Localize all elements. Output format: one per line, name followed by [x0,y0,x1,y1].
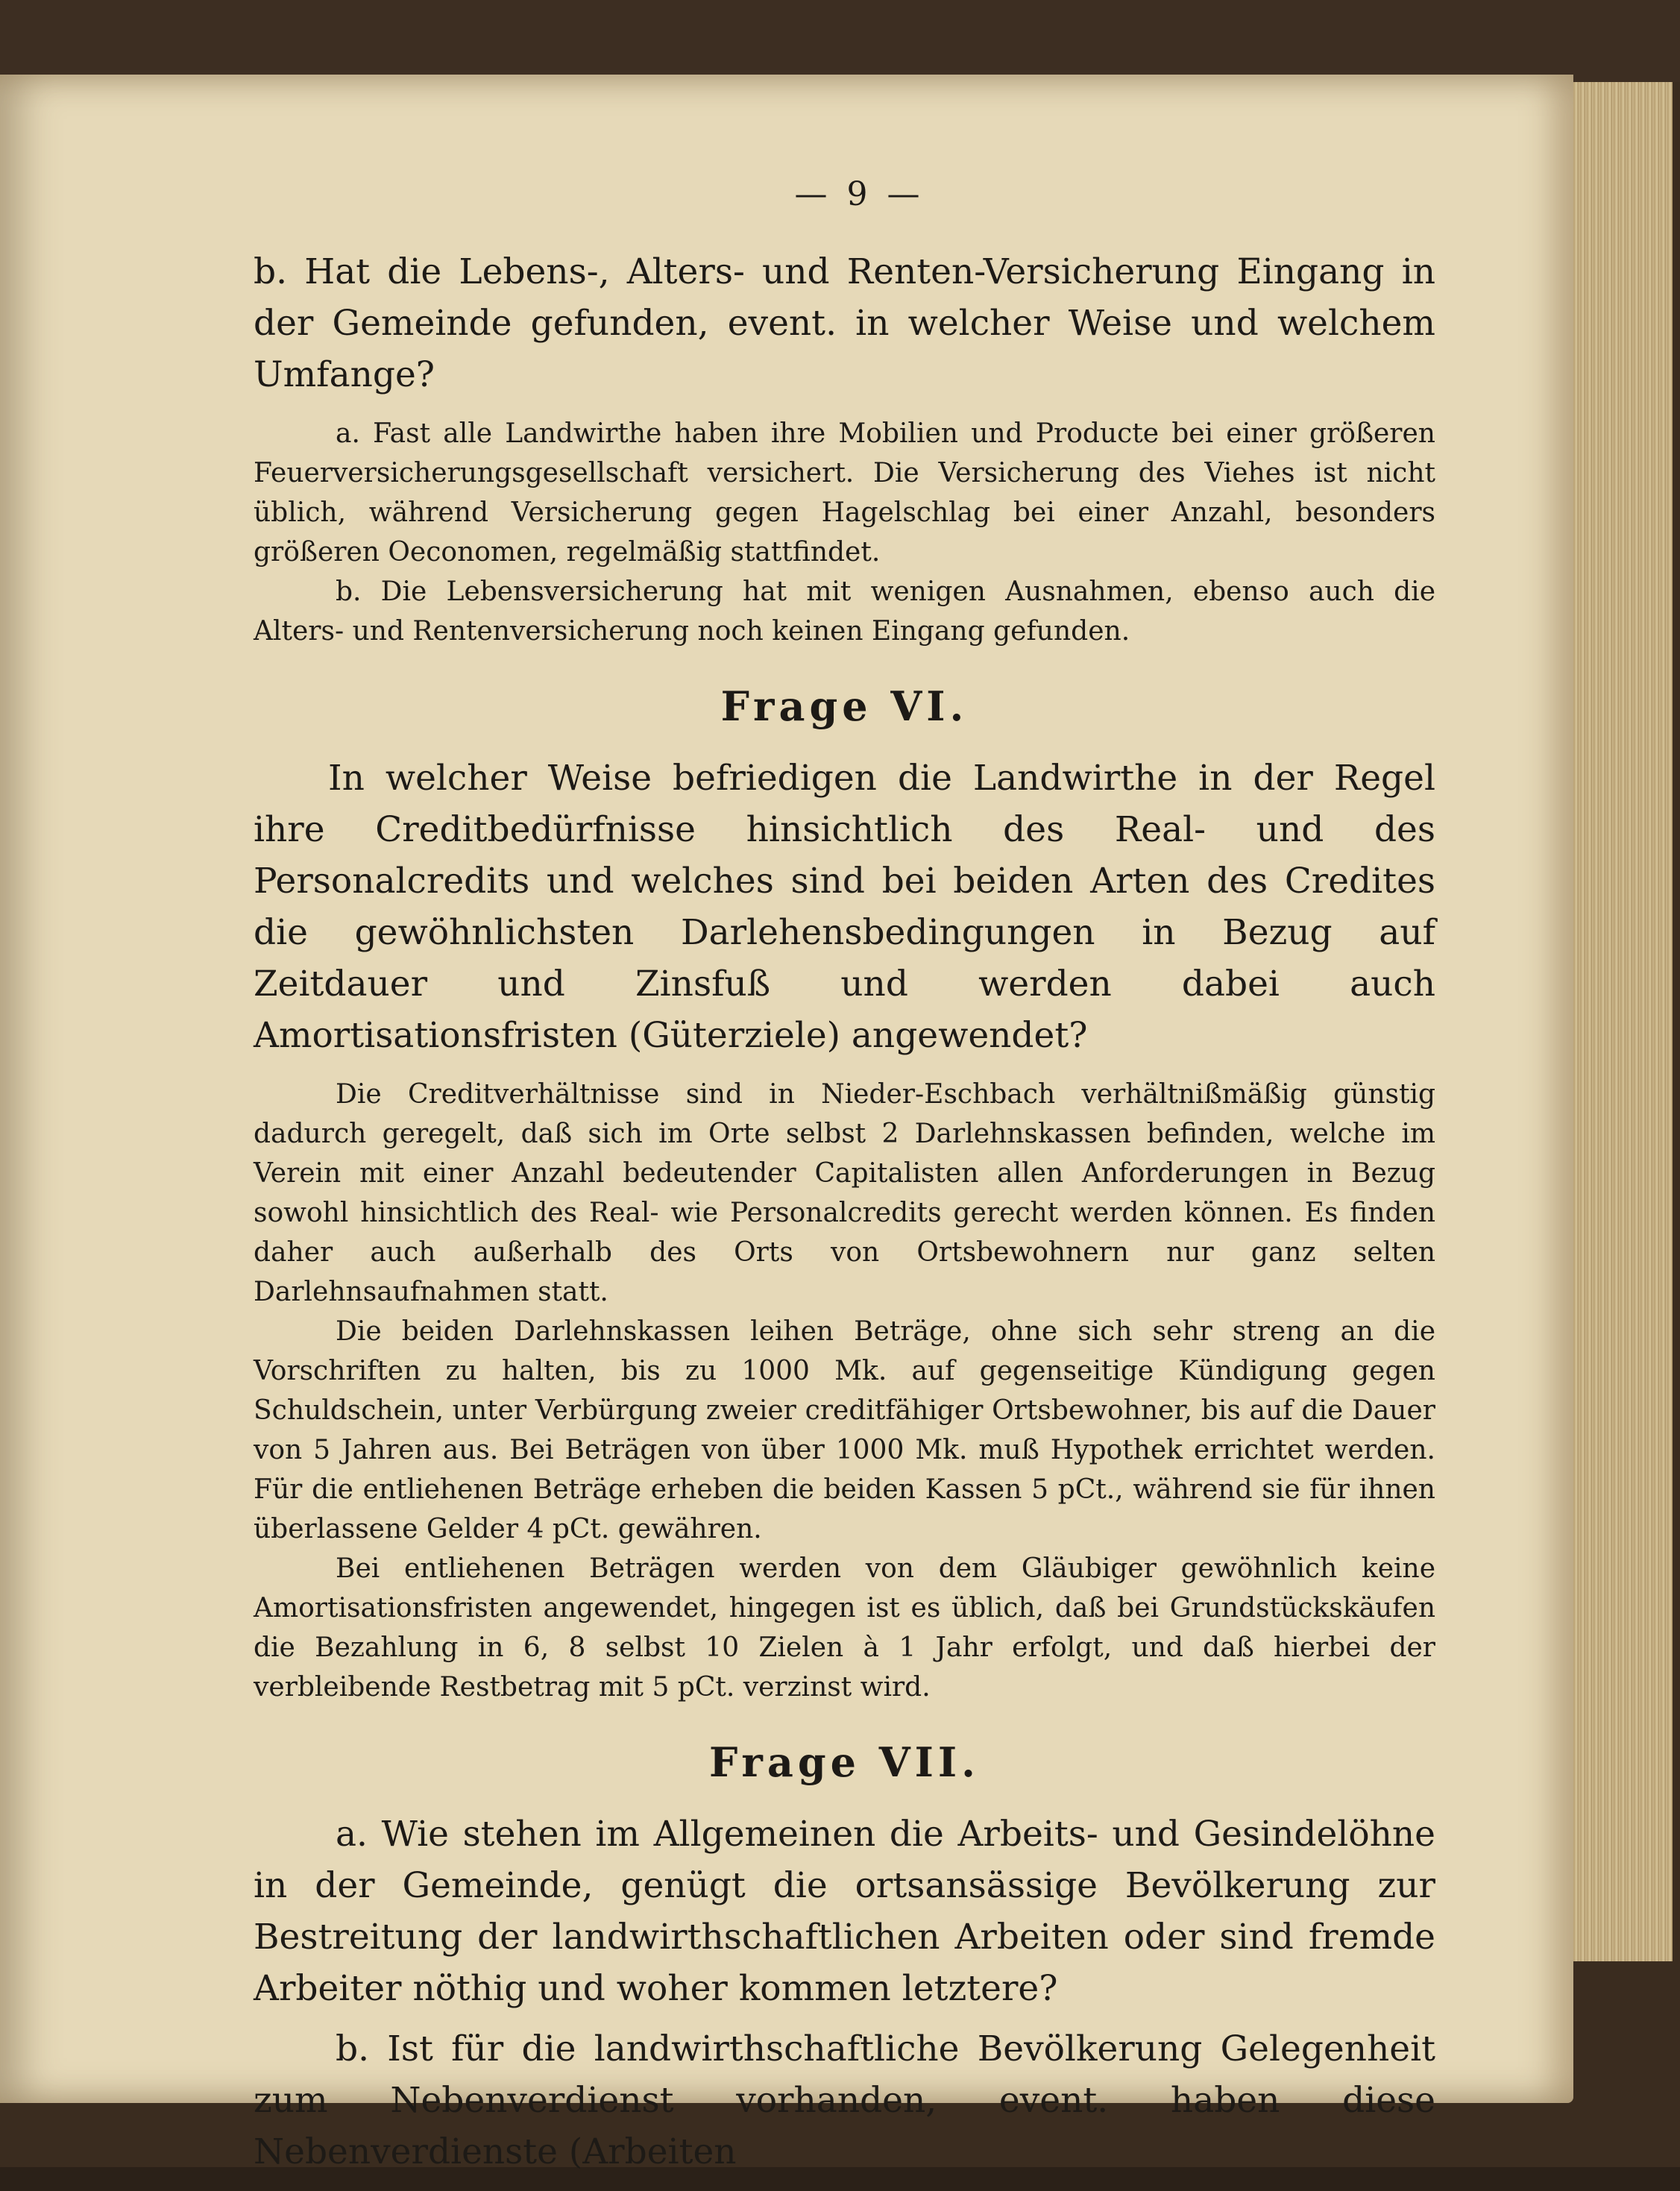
question-frage-vi: In welcher Weise befriedigen die Landwirthe in der Regel ihre Creditbedürfnisse hinsichtlich des Real- und des Personalcredits und welches sind bei beiden Arten des Credites die gewöhnlichsten Darlehensbedingungen in Bezug auf Zeitdauer und Zinsfuß und werden dabei auch Amortisationsfristen (Güterziele) angewendet? [254,758,1435,1056]
heading-frage-vii: Frage VII. [709,1738,980,1786]
question-vii-b: b. Ist für die landwirthschaftliche Bevölkerung Gelegenheit zum Nebenverdienst vorhanden, event. haben diese Nebenverdienste (Arbeiten [254,2028,1435,2172]
book-cover-edge [0,0,1680,82]
answer-vi-paragraph-1: Die Creditverhältnisse sind in Nieder-Eschbach verhältnißmäßig günstig dadurch geregelt, daß sich im Orte selbst 2 Darlehnskassen befinden, welche im Verein mit einer Anzahl bedeutender Capitalisten allen Anforderungen in Bezug sowohl hinsichtlich des Real- wie Personalcredits gerecht werden können. Es finden daher auch außerhalb des Orts von Ortsbewohnern nur ganz selten Darlehnsaufnahmen statt. [254,1079,1435,1307]
answer-vi-paragraph-2: Die beiden Darlehnskassen leihen Beträge, ohne sich sehr streng an die Vorschriften zu halten, bis zu 1000 Mk. auf gegenseitige Kündigung gegen Schuldschein, unter Verbürgung zweier creditfähiger Ortsbewohner, bis auf die Dauer von 5 Jahren aus. Bei Beträgen von über 1000 Mk. muß Hypothek errichtet werden. Für die entliehenen Beträge erheben die beiden Kassen 5 pCt., während sie für ihnen überlassene Gelder 4 pCt. gewähren. [254,1316,1435,1544]
answer-vi-paragraph-3: Bei entliehenen Beträgen werden von dem Gläubiger gewöhnlich keine Amortisationsfristen angewendet, hingegen ist es üblich, daß bei Grundstückskäufen die Bezahlung in 6, 8 selbst 10 Zielen à 1 Jahr erfolgt, und daß hierbei der verbleibende Restbetrag mit 5 pCt. verzinst wird. [254,1553,1435,1703]
answer-5b-a: a. Fast alle Landwirthe haben ihre Mobilien und Producte bei einer größeren Feuerversicherungsgesellschaft versichert. Die Versicherung des Viehes ist nicht üblich, während Versicherung gegen Hagelschlag bei einer Anzahl, besonders größeren Oeconomen, regelmäßig stattfindet. [254,418,1435,568]
page-number: — 9 — [794,175,925,213]
page-text [254,175,1435,2191]
heading-frage-vi: Frage VI. [720,682,969,730]
question-vii-a: a. Wie stehen im Allgemeinen die Arbeits- und Gesindelöhne in der Gemeinde, genügt die ortsansässige Bevölkerung zur Bestreitung der landwirthschaftlichen Arbeiten oder sind fremde Arbeiter nöthig und woher kommen letztere? [254,1814,1435,2009]
question-5b: b. Hat die Lebens-, Alters- und Renten-Versicherung Eingang in der Gemeinde gefunden, event. in welcher Weise und welchem Umfange? [254,251,1435,395]
answer-5b-b: b. Die Lebensversicherung hat mit wenigen Ausnahmen, ebenso auch die Alters- und Rentenversicherung noch keinen Eingang gefunden. [254,576,1435,647]
